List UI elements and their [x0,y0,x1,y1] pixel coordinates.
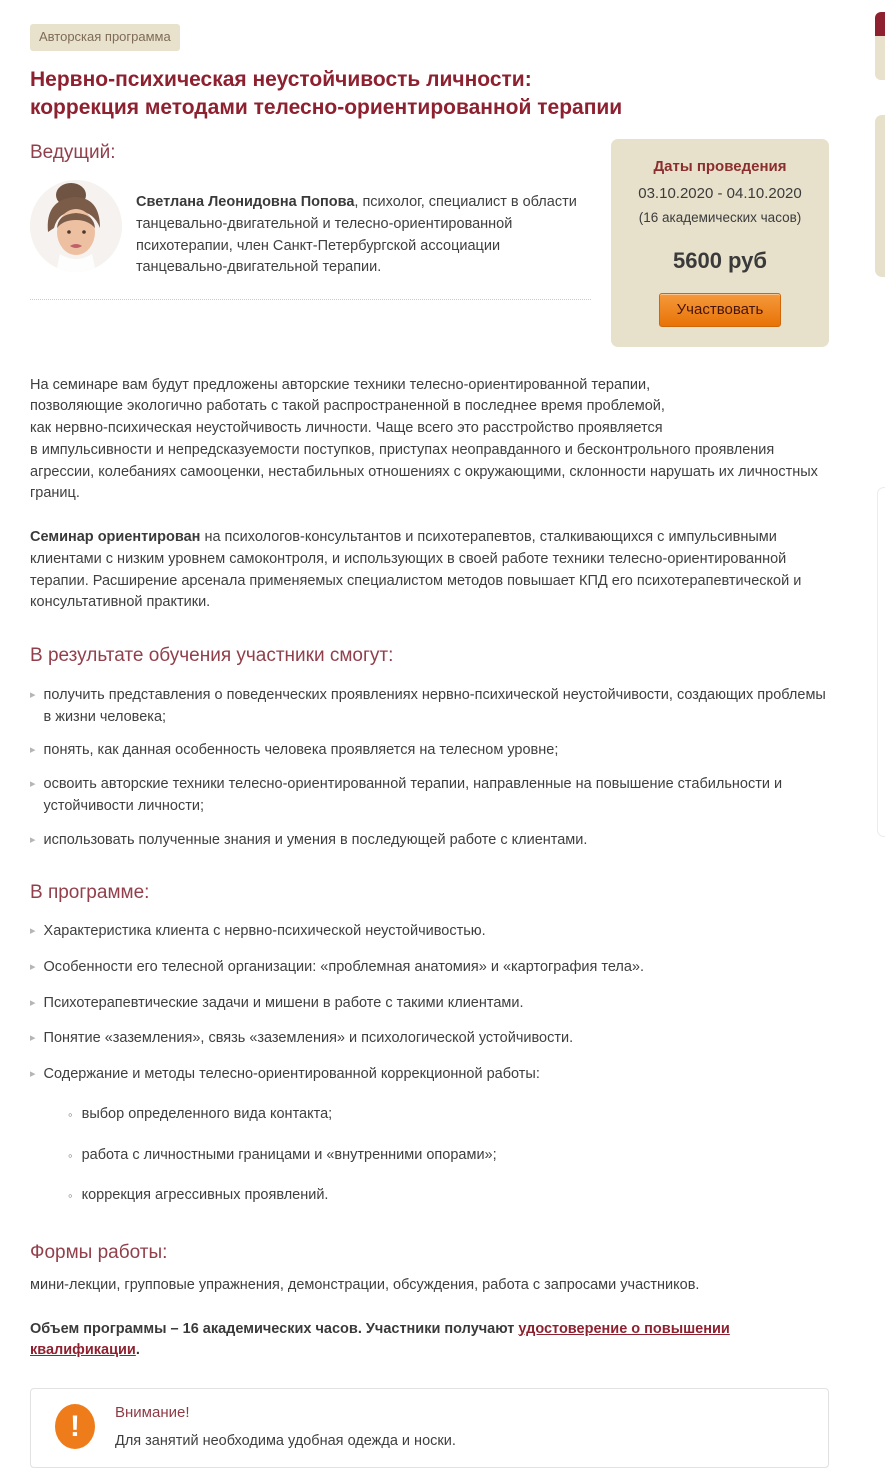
list-item [30,685,829,729]
list-item-text: работа с личностными границами и «внутренними опорами»; [81,1146,497,1163]
host-and-card-row [30,139,829,346]
arrow-bullet-icon: ▸ [30,960,36,973]
list-item [30,993,829,1015]
dates-heading: Даты проведения [653,158,787,176]
list-item-text: Понятие «заземления», связь «заземления» и психологической устойчивости. [43,1030,574,1047]
arrow-bullet-icon: ▸ [30,833,36,846]
arrow-bullet-icon: ▸ [30,1032,36,1045]
event-price: 5600 руб [672,247,768,273]
notice-title: Внимание! [115,1404,190,1421]
list-item-text: выбор определенного вида контакта; [81,1105,333,1122]
program-heading: В программе: [30,882,150,904]
page-title: Нервно-психическая неустойчивость личности: коррекция методами телесно-ориентированной терапии [30,67,623,120]
list-item-text: Содержание и методы телесно-ориентированной коррекционной работы: [43,1066,540,1083]
host-portrait-icon [30,180,122,272]
circle-bullet-icon: ◦ [68,1188,73,1204]
event-card [611,139,829,346]
circle-bullet-icon: ◦ [68,1106,73,1122]
notice-text: Для занятий необходима удобная одежда и носки. [115,1432,456,1449]
host-block [30,180,591,279]
list-item-text: понять, как данная особенность человека проявляется на телесном уровне; [43,742,559,759]
next-card-body-fragment [875,36,885,80]
next-event-card-fragment [875,115,885,277]
list-item [68,1145,829,1167]
outcomes-heading: В результате обучения участники смогут: [30,645,394,667]
host-description: , психолог, специалист в области танцевально-двигательной и телесно-ориентированной психотерапии, член Санкт-Петербургской ассоциации танцевально-двигательной терапии. [136,194,577,276]
section-divider [30,299,591,300]
arrow-bullet-icon: ▸ [30,778,36,791]
circle-bullet-icon: ◦ [68,1147,73,1163]
participate-button[interactable]: Участвовать [659,293,782,327]
program-volume [30,1319,829,1363]
next-card-header-fragment [875,12,885,36]
list-item-text: Характеристика клиента с нервно-психической неустойчивостью. [43,923,486,940]
list-item [30,774,829,818]
program-type-badge: Авторская программа [30,24,180,51]
host-heading: Ведущий: [30,142,116,164]
notice-body [115,1402,456,1452]
arrow-bullet-icon: ▸ [30,744,36,757]
event-dates: 03.10.2020 - 04.10.2020 [638,184,802,202]
next-panel-outline-fragment [877,487,885,837]
arrow-bullet-icon: ▸ [30,925,36,938]
work-forms-text: мини-лекции, групповые упражнения, демонстрации, обсуждения, работа с запросами участников. [30,1276,700,1293]
volume-suffix: . [135,1342,140,1359]
arrow-bullet-icon: ▸ [30,688,36,701]
audience-text: на психологов-консультантов и психотерапевтов, сталкивающихся с импульсивными клиентами с низким уровнем самоконтроля, и использующих в своей работе техники телесно-ориентированной терапии. Расширение арсенала применяемых специалистом методов повышает КПД его психотерапевтической и консультативной практики. [30,529,802,611]
event-duration: (16 академических часов) [638,210,802,226]
list-item-text: Психотерапевтические задачи и мишени в работе с такими клиентами. [43,994,524,1011]
work-forms-heading: Формы работы: [30,1242,168,1264]
arrow-bullet-icon: ▸ [30,996,36,1009]
host-section [30,139,591,300]
arrow-bullet-icon: ▸ [30,1068,36,1081]
host-name: Светлана Леонидовна Попова [136,194,355,211]
next-card-fragment-top [875,12,885,80]
list-item [68,1185,829,1207]
list-item [30,957,829,979]
list-item [30,1064,829,1086]
attention-notice [30,1388,829,1468]
list-item [30,830,829,852]
program-list [30,921,829,1086]
audience-paragraph [30,527,829,614]
list-item-text: коррекция агрессивных проявлений. [81,1187,329,1204]
list-item-text: Особенности его телесной организации: «проблемная анатомия» и «картография тела». [43,958,645,975]
program-sublist [68,1104,829,1207]
list-item [30,921,829,943]
list-item-text: использовать полученные знания и умения в последующей работе с клиентами. [43,831,588,848]
host-avatar [30,180,122,272]
list-item-text: получить представления о поведенческих проявлениях нервно-психической неустойчивости, создающих проблемы в жизни человека; [43,686,826,725]
host-bio [136,180,591,279]
outcomes-list [30,685,829,852]
intro-paragraph: На семинаре вам будут предложены авторские техники телесно-ориентированной терапии, позволяющие экологично работать с такой распространенной в последнее время проблемой, как нервно-психическая неустойчивость личности. Чаще всего это расстройство проявляется в импульсивности и непредсказуемости поступков, приступах неоправданного и бесконтрольного проявления агрессии, колебаниях самооценки, нестабильных отношениях с окружающими, склонности нарушать их личностных границ. [30,376,818,502]
audience-lead: Семинар ориентирован [30,529,201,546]
list-item [68,1104,829,1126]
volume-text: Объем программы – 16 академических часов. Участники получают [30,1320,519,1337]
list-item [30,1028,829,1050]
exclamation-icon: ! [55,1404,95,1449]
certificate-link[interactable]: удостоверение о повышении квалификации [30,1320,730,1359]
list-item-text: освоить авторские техники телесно-ориентированной терапии, направленные на повышение стабильности и устойчивости личности; [43,776,783,814]
list-item [30,740,829,762]
